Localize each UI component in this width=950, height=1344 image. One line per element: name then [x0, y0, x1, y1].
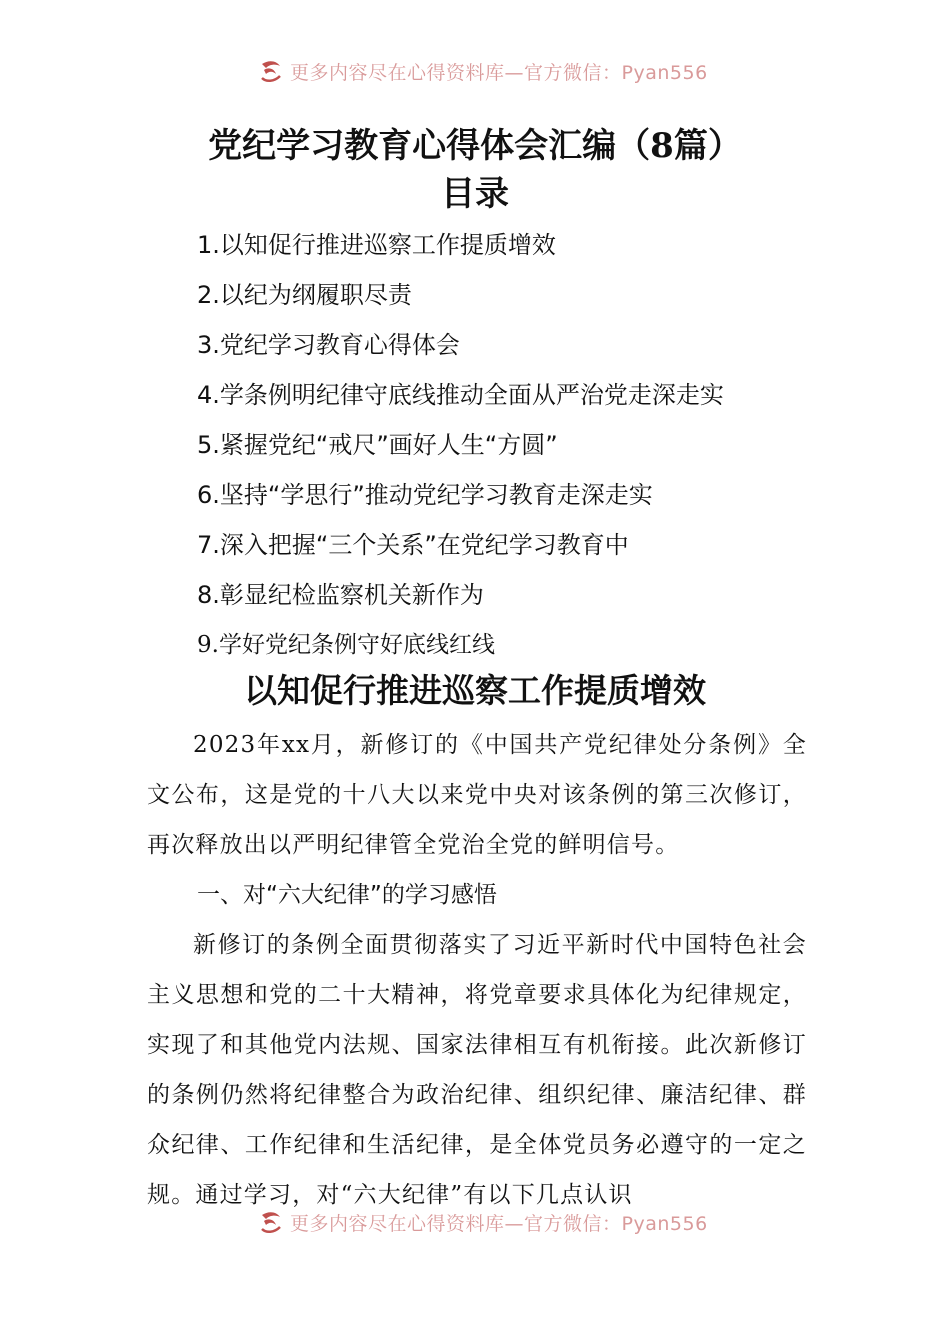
watermark-logo-icon [258, 1209, 284, 1235]
document-title: 党纪学习教育心得体会汇编（8篇） [208, 126, 742, 166]
section-heading: 一、对“六大纪律”的学习感悟 [197, 882, 497, 908]
toc-item: 2.以纪为纲履职尽责 [197, 281, 412, 309]
toc-item: 3.党纪学习教育心得体会 [197, 331, 460, 359]
toc-item: 1.以知促行推进巡察工作提质增效 [197, 231, 556, 259]
toc-item: 6.坚持“学思行”推动党纪学习教育走深走实 [197, 481, 653, 509]
toc-item: 7.深入把握“三个关系”在党纪学习教育中 [197, 531, 629, 559]
article-paragraph: 2023年xx月，新修订的《中国共产党纪律处分条例》全文公布，这是党的十八大以来党中央对该条例的第三次修订，再次释放出以严明纪律管全党治全党的鲜明信号。 [147, 732, 807, 858]
watermark-header [258, 58, 708, 84]
toc-item: 9.学好党纪条例守好底线红线 [197, 632, 495, 658]
watermark-text: 更多内容尽在心得资料库—官方微信：Pyan556 [290, 61, 708, 84]
toc-heading: 目录 [441, 174, 509, 214]
article-paragraph: 新修订的条例全面贯彻落实了习近平新时代中国特色社会主义思想和党的二十大精神，将党章要求具体化为纪律规定，实现了和其他党内法规、国家法律相互有机衔接。此次新修订的条例仍然将纪律整合为政治纪律、组织纪律、廉洁纪律、群众纪律、工作纪律和生活纪律，是全体党员务必遵守的一定之规。通过学习，对“六大纪律”有以下几点认识 [147, 932, 807, 1208]
toc-item: 5.紧握党纪“戒尺”画好人生“方圆” [197, 431, 558, 459]
toc-item: 4.学条例明纪律守底线推动全面从严治党走深走实 [197, 381, 724, 409]
watermark-footer [258, 1209, 708, 1235]
article-title: 以知促行推进巡察工作提质增效 [244, 671, 706, 710]
watermark-logo-icon [258, 58, 284, 84]
toc-item: 8.彰显纪检监察机关新作为 [197, 581, 484, 609]
table-of-contents [197, 222, 897, 672]
watermark-text: 更多内容尽在心得资料库—官方微信：Pyan556 [290, 1212, 708, 1235]
